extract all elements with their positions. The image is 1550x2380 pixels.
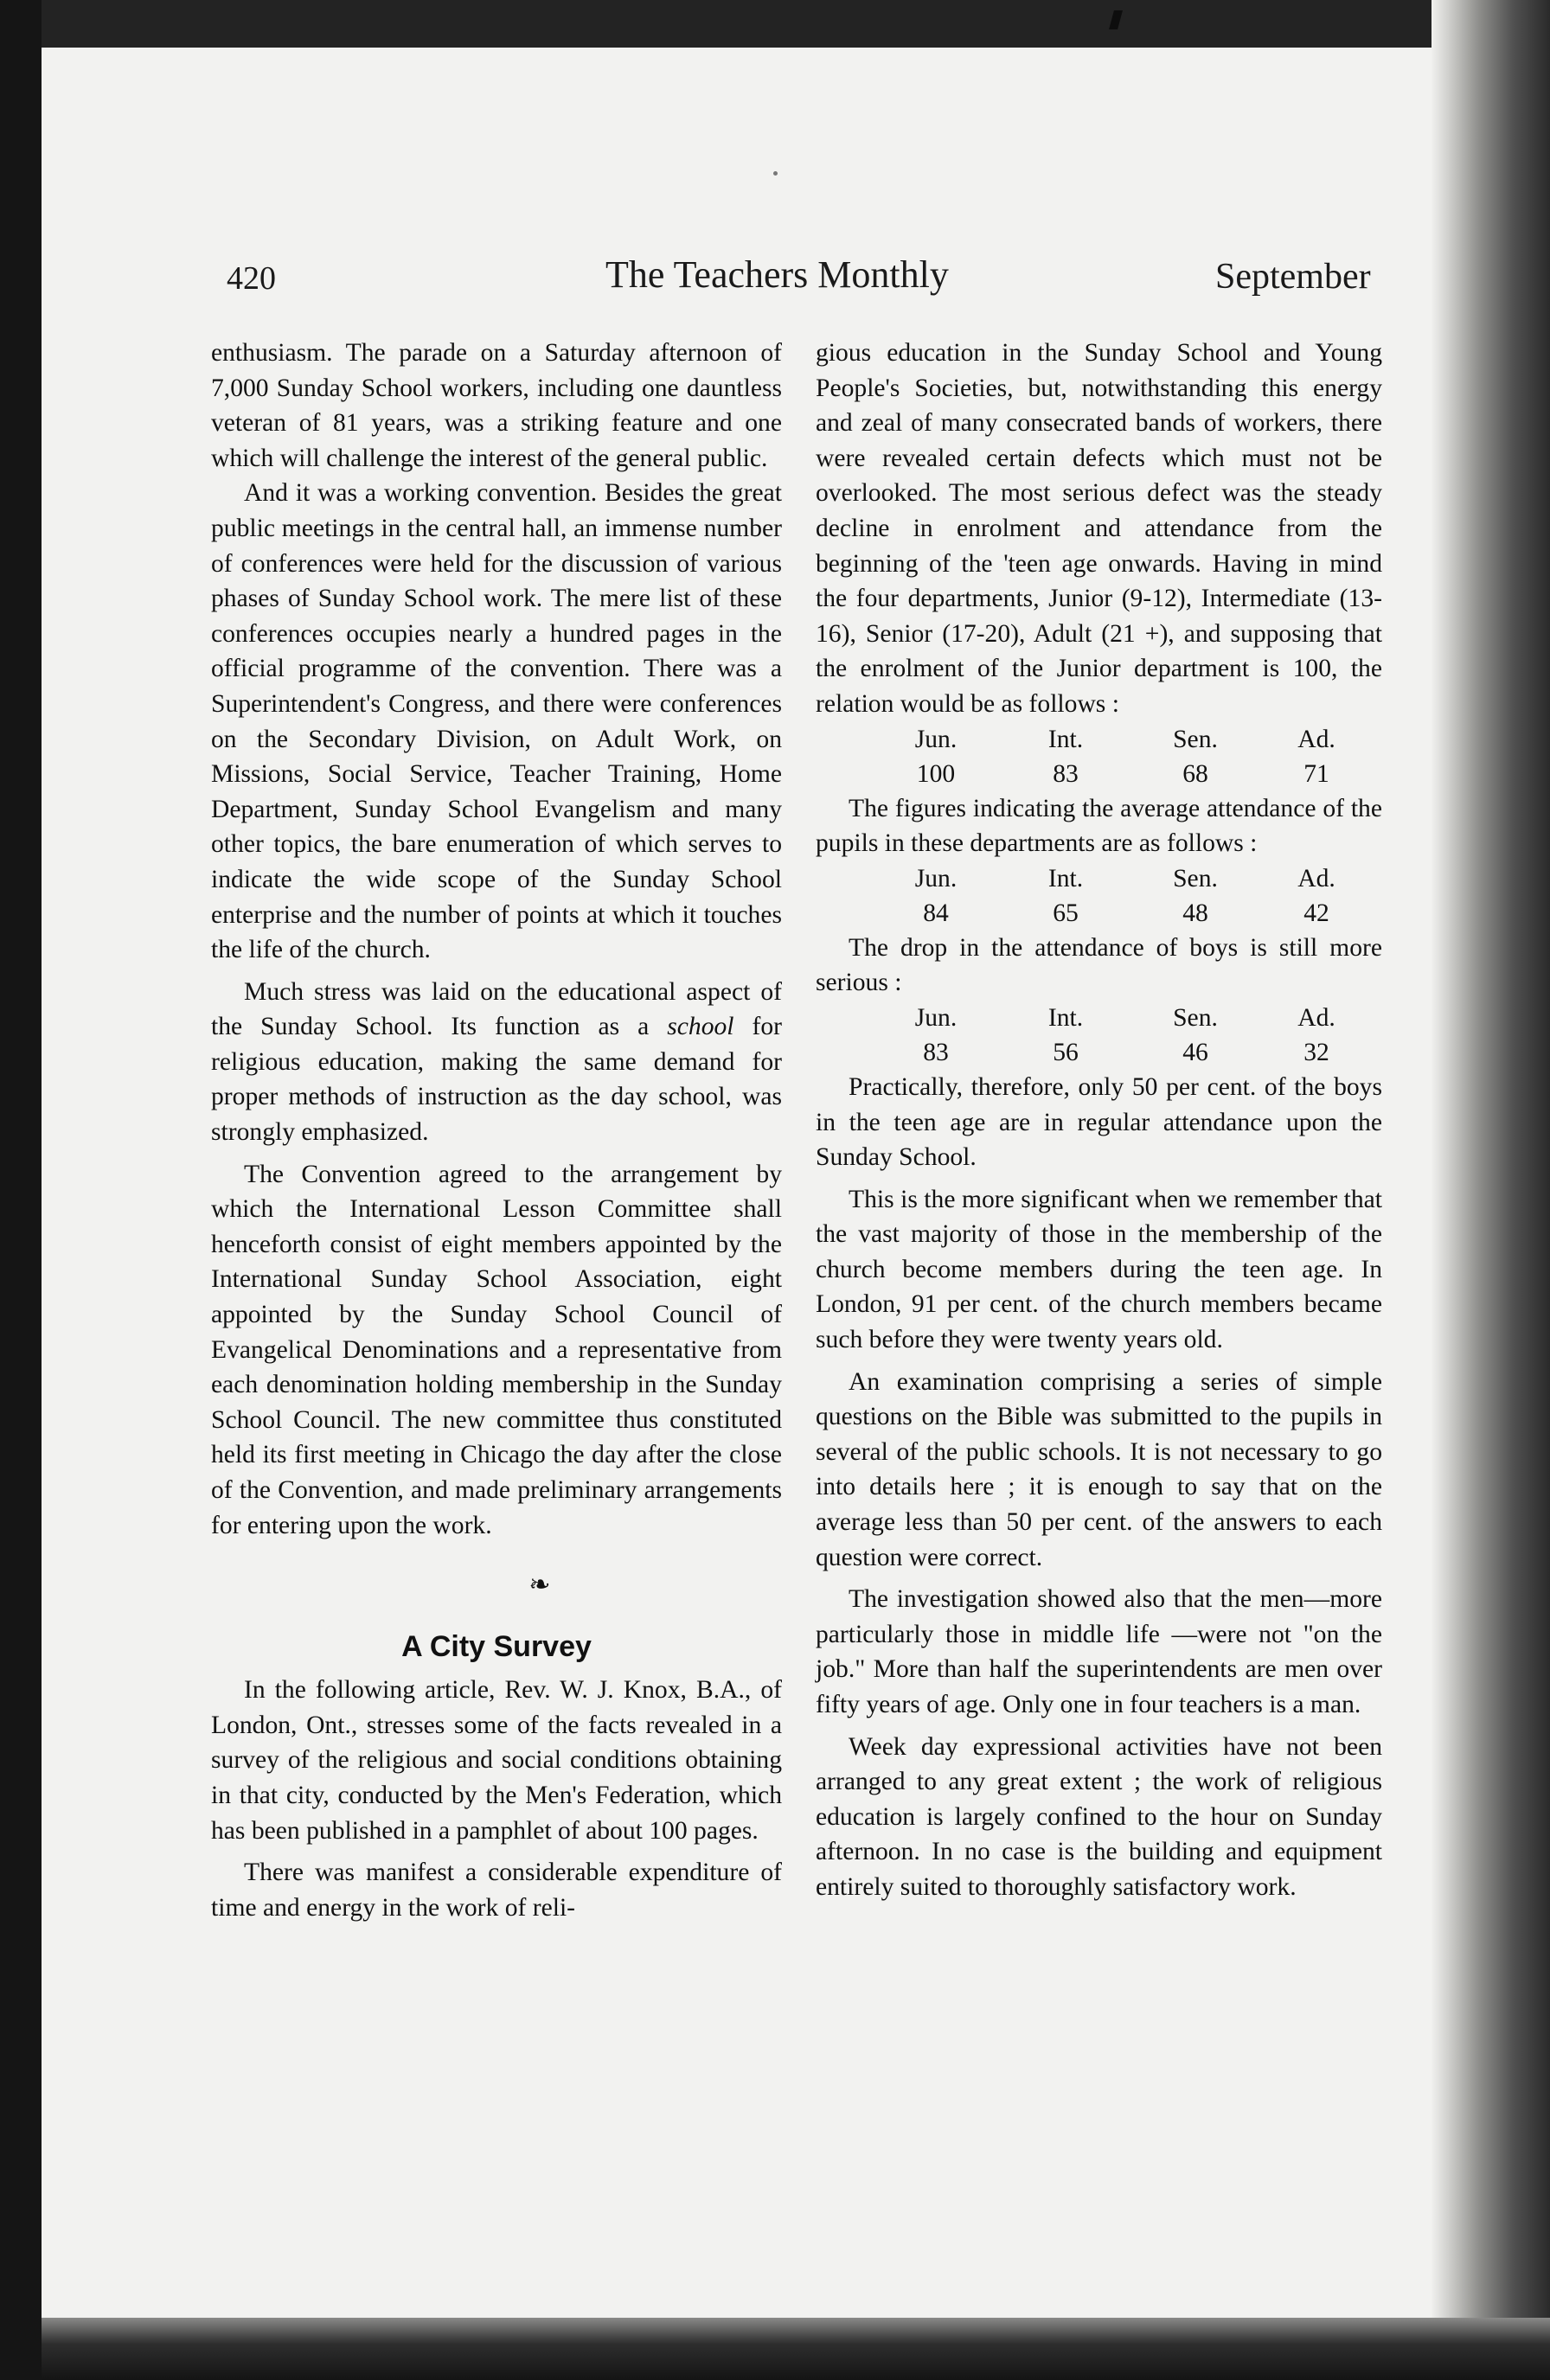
paragraph: Week day expressional activities have not been arranged to any great extent ; the work of religious education is largely confined to the hour on Sunday afternoon. In no case is the building and equipment entirely suited to thoroughly satisfactory work. — [816, 1732, 1382, 1901]
table-cell: 83 — [1053, 759, 1079, 788]
paragraph: The drop in the attendance of boys is still more serious : — [816, 933, 1382, 997]
scan-left-edge — [0, 0, 42, 2380]
table-cell: 83 — [923, 1038, 949, 1066]
table-header: Ad. — [1297, 725, 1335, 753]
table-cell: 100 — [916, 759, 956, 788]
table-cell: 48 — [1182, 899, 1208, 927]
fleuron-ornament: ❧ — [528, 1571, 551, 1600]
table-cell: 71 — [1303, 759, 1329, 788]
paragraph: This is the more significant when we remember that the vast majority of those in the membership of the church become members during the teen age. In London, 91 per cent. of the church members became such before they were twenty years old. — [816, 1185, 1382, 1354]
paragraph-text: for religious education, making the same demand for proper methods of instruction as the day school, was strongly emphasized. — [211, 1013, 782, 1147]
paragraph: In the following article, Rev. W. J. Knox, B.A., of London, Ont., stresses some of the facts revealed in a survey of the religious and social conditions obtaining in that city, conducted by the Men's Federation, which has been published in a pamphlet of about 100 pages. — [211, 1676, 782, 1845]
table-header: Jun. — [914, 1003, 958, 1032]
table-header: Sen. — [1173, 864, 1218, 892]
paragraph-text: Much stress was laid on the educational aspect of the Sunday School. Its function as a — [211, 977, 782, 1041]
page-bottom-shadow — [42, 2318, 1550, 2380]
issue-month: September — [1215, 257, 1371, 297]
section-heading: A City Survey — [401, 1630, 592, 1664]
table-header: Int. — [1047, 1003, 1084, 1032]
right-column — [816, 336, 1382, 1905]
paragraph: And it was a working convention. Besides the great public meetings in the central hall, an immense number of conferences were held for the discussion of various phases of Sunday School work. The mere list of these conferences occupies nearly a hundred pages in the official programme of the convention. There was a Superintendent's Congress, and there were conferences on the Secondary Division, on Adult Work, on Missions, Social Service, Teacher Training, Home Department, Sunday School Evangelism and many other topics, the bare enumeration of which serves to indicate the wide scope of the Sunday School enterprise and the number of points at which it touches the life of the church. — [211, 479, 782, 964]
paragraph: The Convention agreed to the arrangement by which the International Lesson Committee shall henceforth consist of eight members appointed by the International Sunday School Association, eight appointed by the Sunday School Council of Evangelical Denominations and a representative from each denomination holding membership in the Sunday School Council. The new committee thus constituted held its first meeting in Chicago the day after the close of the Convention, and made preliminary arrangements for entering upon the work. — [211, 1160, 782, 1539]
table-header: Jun. — [914, 864, 958, 892]
table-cell: 32 — [1303, 1038, 1329, 1066]
paragraph: An examination comprising a series of simple questions on the Bible was submitted to the pupils in several of the public schools. It is not necessary to go into details here ; it is enough to say that on the average less than 50 per cent. of the answers to each question were correct. — [816, 1367, 1382, 1571]
table-header: Ad. — [1297, 864, 1335, 892]
table-cell: 65 — [1053, 899, 1079, 927]
scan-speck — [773, 171, 778, 176]
table-header: Sen. — [1173, 725, 1218, 753]
paragraph: enthusiasm. The parade on a Saturday afternoon of 7,000 Sunday School workers, including one dauntless veteran of 81 years, was a striking feature and one which will challenge the interest of the general public. — [211, 339, 782, 472]
table-cell: 68 — [1182, 759, 1208, 788]
journal-title: The Teachers Monthly — [605, 253, 949, 296]
emphasis: school — [667, 1013, 734, 1041]
boys-attendance-table — [816, 1001, 1382, 1070]
paragraph: The investigation showed also that the men—more particularly those in middle life —were not "on the job." More than half the superintendents are men over fifty years of age. Only one in four teachers is a man. — [816, 1585, 1382, 1718]
enrolment-table — [816, 722, 1382, 791]
table-header: Int. — [1047, 725, 1084, 753]
page-right-shadow — [1432, 0, 1550, 2380]
running-header — [0, 253, 1550, 313]
table-header: Ad. — [1297, 1003, 1335, 1032]
paragraph: gious education in the Sunday School and Young People's Societies, but, notwithstanding this energy and zeal of many consecrated bands of workers, there were revealed certain defects which must not be overlooked. The most serious defect was the steady decline in enrolment and attendance from the beginning of the 'teen age onwards. Having in mind the four departments, Junior (9-12), Intermediate (13-16), Senior (17-20), Adult (21 +), and supposing that the enrolment of the Junior department is 100, the relation would be as follows : — [816, 339, 1382, 718]
table-header: Int. — [1047, 864, 1084, 892]
paragraph: Practically, therefore, only 50 per cent. of the boys in the teen age are in regular attendance upon the Sunday School. — [816, 1072, 1382, 1172]
table-header: Jun. — [914, 725, 958, 753]
paragraph: The figures indicating the average attendance of the pupils in these departments are as follows : — [816, 794, 1382, 858]
table-cell: 42 — [1303, 899, 1329, 927]
paragraph: There was manifest a considerable expenditure of time and energy in the work of reli- — [211, 1859, 782, 1922]
paragraph — [211, 975, 782, 1150]
table-cell: 84 — [923, 899, 949, 927]
table-cell: 56 — [1053, 1038, 1079, 1066]
scan-mark — [1109, 10, 1123, 29]
page-number: 420 — [227, 260, 276, 297]
table-header: Sen. — [1173, 1003, 1218, 1032]
table-cell: 46 — [1182, 1038, 1208, 1066]
attendance-table — [816, 861, 1382, 931]
left-column — [211, 336, 782, 1925]
